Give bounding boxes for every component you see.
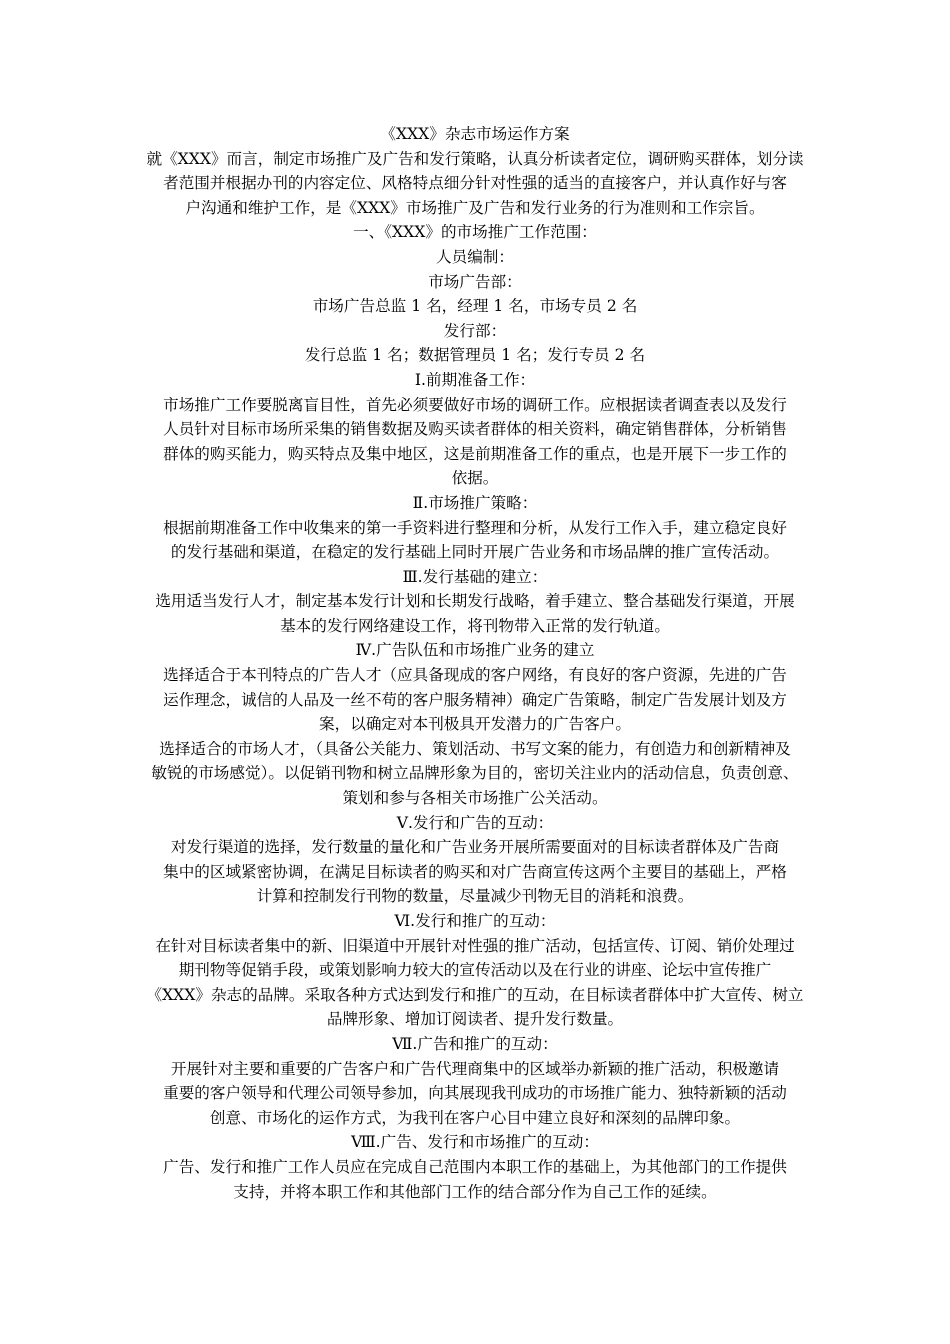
subsection-heading: Ⅴ.发行和广告的互动： xyxy=(396,813,554,832)
intro-line: 户沟通和维护工作，是《XXX》市场推广及广告和发行业务的行为准则和工作宗旨。 xyxy=(185,198,765,217)
paragraph-line: 选用适当发行人才，制定基本发行计划和长期发行战略，着手建立、整合基础发行渠道，开展 xyxy=(155,592,795,611)
subsection-heading: Ⅷ.广告、发行和市场推广的互动： xyxy=(351,1133,599,1152)
paragraph-line: 在针对目标读者集中的新、旧渠道中开展针对性强的推广活动，包括宣传、订阅、销价处理过 xyxy=(155,936,795,955)
intro-line: 者范围并根据办刊的内容定位、风格特点细分针对性强的适当的直接客户，并认真作好与客 xyxy=(163,174,787,193)
paragraph-line: 对发行渠道的选择，发行数量的量化和广告业务开展所需要面对的目标读者群体及广告商 xyxy=(170,838,780,857)
subsection-paragraph xyxy=(144,393,806,491)
document-page xyxy=(144,122,806,1204)
intro-line: 就《XXX》而言，制定市场推广及广告和发行策略，认真分析读者定位，调研购买群体，划分读 xyxy=(146,149,804,168)
paragraph-line: 选择适合的市场人才，（具备公关能力、策划活动、书写文案的能力，有创造力和创新精神及 xyxy=(159,739,791,758)
subsection-paragraph xyxy=(144,589,806,638)
paragraph-line: 运作理念，诚信的人品及一丝不苟的客户服务精神）确定广告策略，制定广告发展计划及方 xyxy=(163,690,787,709)
subsection-heading: Ⅰ.前期准备工作： xyxy=(414,370,536,389)
subsection-heading: Ⅳ.广告队伍和市场推广业务的建立 xyxy=(355,641,595,660)
staffing-label: 人员编制： xyxy=(436,247,514,266)
section-heading: 一、《XXX》的市场推广工作范围： xyxy=(353,223,597,242)
paragraph-line: 基本的发行网络建设工作，将刊物带入正常的发行轨道。 xyxy=(280,616,670,635)
paragraph-line: 集中的区域紧密协调，在满足目标读者的购买和对广告商宣传这两个主要目的基础上，严格 xyxy=(163,862,787,881)
intro-paragraph xyxy=(144,147,806,221)
paragraph-line: 创意、市场化的运作方式，为我刊在客户心目中建立良好和深刻的品牌印象。 xyxy=(209,1108,741,1127)
paragraph-line: 依据。 xyxy=(451,469,499,488)
paragraph-line: 人员针对目标市场所采集的销售数据及购买读者群体的相关资料，确定销售群体，分析销售 xyxy=(163,420,787,439)
paragraph-line: 计算和控制发行刊物的数量，尽量减少刊物无目的消耗和浪费。 xyxy=(256,887,694,906)
subsection-paragraph xyxy=(144,1155,806,1204)
subsection-paragraph xyxy=(144,1057,806,1131)
paragraph-line: 敏锐的市场感觉）。以促销刊物和树立品牌形象为目的，密切关注业内的活动信息，负责创意、 xyxy=(151,764,799,783)
subsection-paragraph xyxy=(144,934,806,1032)
marketing-staff-text: 市场广告总监 1 名，经理 1 名，市场专员 2 名 xyxy=(312,297,638,316)
paragraph-line: 品牌形象、增加订阅读者、提升发行数量。 xyxy=(326,1010,624,1029)
staffing-block xyxy=(144,245,806,368)
paragraph-line: 案，以确定对本刊极具开发潜力的广告客户。 xyxy=(319,715,631,734)
paragraph-line: 市场推广工作要脱离盲目性，首先必须要做好市场的调研工作。应根据读者调查表以及发行 xyxy=(163,395,787,414)
distribution-staff-text: 发行总监 1 名；数据管理员 1 名；发行专员 2 名 xyxy=(304,346,646,365)
subsection-paragraph xyxy=(144,835,806,909)
paragraph-line: 策划和参与各相关市场推广公关活动。 xyxy=(342,789,608,808)
paragraph-line: 期刊物等促销手段，或策划影响力较大的宣传活动以及在行业的讲座、论坛中宣传推广 xyxy=(178,961,772,980)
paragraph-line: 支持，并将本职工作和其他部门工作的结合部分作为自己工作的延续。 xyxy=(233,1182,717,1201)
paragraph-line: 群体的购买能力，购买特点及集中地区，这是前期准备工作的重点，也是开展下一步工作的 xyxy=(163,444,787,463)
paragraph-line: 《XXX》杂志的品牌。采取各种方式达到发行和推广的互动，在目标读者群体中扩大宣传、树立 xyxy=(146,985,804,1004)
paragraph-line: 重要的客户领导和代理公司领导参加，向其展现我刊成功的市场推广能力、独特新颖的活动 xyxy=(163,1084,787,1103)
subsection-heading: Ⅶ.广告和推广的互动： xyxy=(392,1034,558,1053)
marketing-dept-label: 市场广告部： xyxy=(428,272,522,291)
paragraph-line: 选择适合于本刊特点的广告人才（应具备现成的客户网络，有良好的客户资源，先进的广告 xyxy=(163,666,787,685)
subsection-heading: Ⅵ.发行和推广的互动： xyxy=(394,912,556,930)
document-title: 《XXX》杂志市场运作方案 xyxy=(380,125,570,143)
subsection-paragraph xyxy=(144,516,806,565)
subsection-heading: Ⅱ.市场推广策略： xyxy=(412,493,538,512)
distribution-dept-label: 发行部： xyxy=(443,321,507,340)
subsection-heading: Ⅲ.发行基础的建立： xyxy=(402,567,548,586)
paragraph-line: 广告、发行和推广工作人员应在完成自己范围内本职工作的基础上，为其他部门的工作提供 xyxy=(163,1157,787,1176)
paragraph-line: 开展针对主要和重要的广告客户和广告代理商集中的区域举办新颖的推广活动，积极邀请 xyxy=(170,1059,780,1078)
subsection-paragraph xyxy=(144,663,806,811)
paragraph-line: 根据前期准备工作中收集来的第一手资料进行整理和分析，从发行工作入手，建立稳定良好 xyxy=(163,518,787,537)
paragraph-line: 的发行基础和渠道，在稳定的发行基础上同时开展广告业务和市场品牌的推广宣传活动。 xyxy=(170,543,780,562)
